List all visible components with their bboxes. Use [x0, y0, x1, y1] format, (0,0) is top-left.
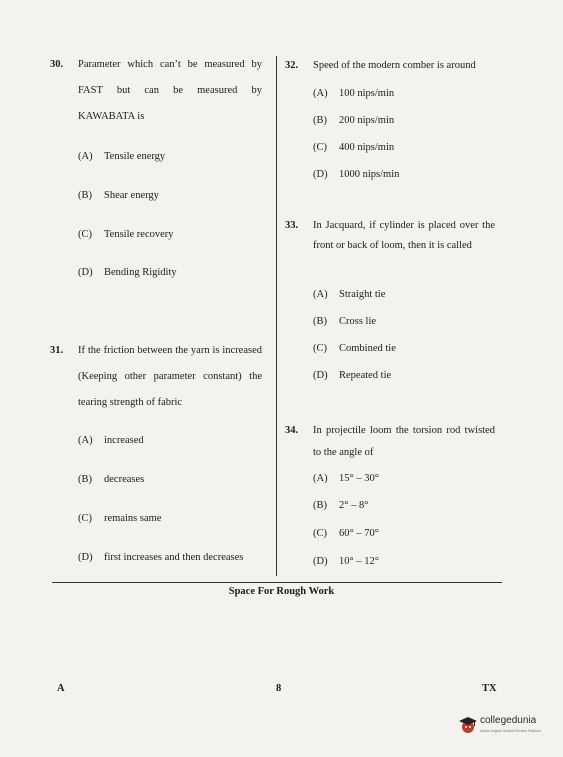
footer-subject-code: TX — [482, 683, 497, 694]
logo-tagline: India's largest Student Review Platform — [480, 729, 541, 733]
question-31 — [50, 338, 262, 416]
option: (A) 15° – 30° — [313, 473, 379, 484]
question-30 — [50, 52, 262, 130]
question-number: 31. — [50, 345, 64, 356]
collegedunia-logo — [458, 713, 548, 741]
graduate-cap-icon — [458, 715, 478, 735]
footer-series: A — [57, 683, 65, 694]
option: (D) Repeated tie — [313, 370, 392, 381]
question-34 — [285, 420, 495, 464]
option: (A) 100 nips/min — [313, 88, 395, 99]
question-text: Speed of the modern comber is around — [313, 60, 476, 71]
question-33 — [285, 216, 495, 256]
option: (A) Tensile energy — [78, 151, 166, 162]
option: (D) 10° – 12° — [313, 556, 379, 567]
option: (C) remains same — [78, 513, 162, 524]
option: (B) 2° – 8° — [313, 500, 369, 511]
question-32 — [285, 53, 495, 79]
question-text: If the friction between the yarn is increased (Keeping other parameter constant) the tearing strength of fabric — [78, 345, 262, 408]
question-number: 34. — [285, 425, 299, 436]
page-number: 8 — [276, 683, 282, 694]
option: (A) increased — [78, 435, 144, 446]
option: (C) Combined tie — [313, 343, 396, 354]
question-number: 32. — [285, 60, 299, 71]
option: (D) Bending Rigidity — [78, 267, 177, 278]
logo-wordmark: collegedunia — [480, 715, 537, 726]
question-text: In projectile loom the torsion rod twisted to the angle of — [313, 425, 495, 458]
question-text: In Jacquard, if cylinder is placed over the front or back of loom, then it is called — [313, 220, 495, 251]
question-number: 30. — [50, 59, 64, 70]
question-text: Parameter which can’t be measured by FAST but can be measured by KAWABATA is — [78, 59, 262, 122]
option: (D) 1000 nips/min — [313, 169, 400, 180]
question-number: 33. — [285, 220, 299, 231]
rough-work-rule — [52, 582, 502, 583]
option: (C) 60° – 70° — [313, 528, 379, 539]
option: (B) Cross lie — [313, 316, 377, 327]
option: (D) first increases and then decreases — [78, 552, 244, 563]
option: (A) Straight tie — [313, 289, 386, 300]
option: (C) 400 nips/min — [313, 142, 395, 153]
option: (C) Tensile recovery — [78, 229, 174, 240]
option: (B) Shear energy — [78, 190, 159, 201]
option: (B) 200 nips/min — [313, 115, 395, 126]
column-divider — [276, 56, 277, 576]
rough-work-heading: Space For Rough Work — [228, 586, 335, 597]
option: (B) decreases — [78, 474, 145, 485]
